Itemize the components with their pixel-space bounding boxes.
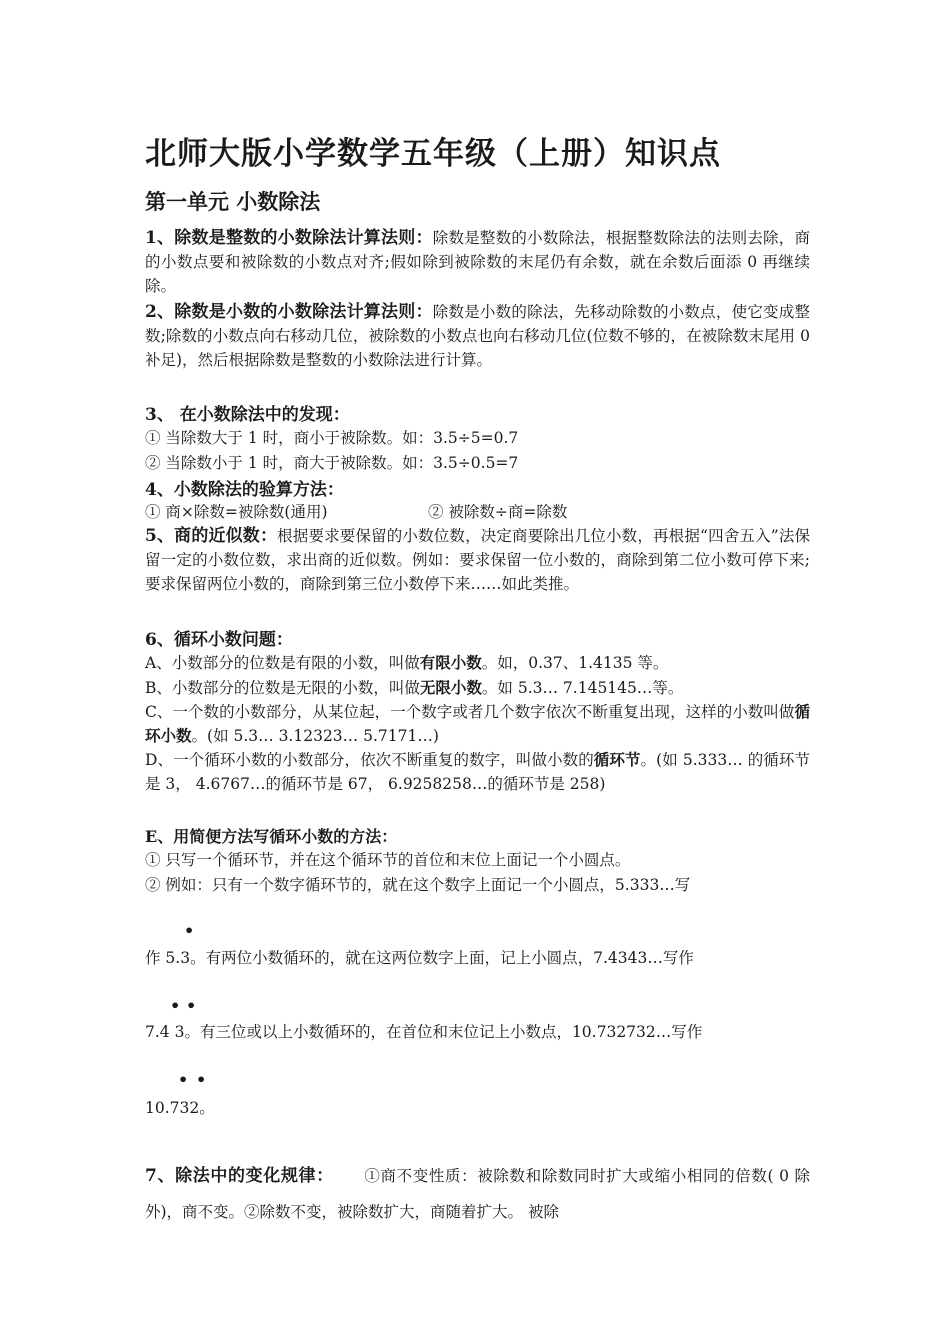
section-6-item-e-1: ① 只写一个循环节，并在这个循环节的首位和末位上面记一个小圆点。 bbox=[145, 851, 631, 869]
section-7-heading: 7、除法中的变化规律： bbox=[145, 1166, 334, 1186]
section-2-body: 除数是小数的除法，先移动除数的小数点，使它变成整数;除数的小数点向右移动几位，被除数的小数点也向右移动几位(位数不够的，在被除数末尾用 0 补足)，然后根据除数是整数的小数除法进行计算。 bbox=[145, 303, 811, 369]
page-title: 北师大版小学数学五年级（上册）知识点 bbox=[145, 136, 721, 172]
item-d-term: 循环节 bbox=[593, 750, 641, 769]
section-6-heading: 6、循环小数问题： bbox=[145, 630, 293, 650]
section-6-item-d bbox=[145, 748, 810, 796]
section-7-body: ①商不变性质：被除数和除数同时扩大或缩小相同的倍数( 0 除外)，商不变。②除数不变，被除数扩大，商随着扩大。 被除 bbox=[145, 1167, 810, 1221]
section-2-heading: 2、除数是小数的小数除法计算法则： bbox=[145, 302, 433, 322]
repeat-dot: • bbox=[178, 1070, 189, 1089]
section-7 bbox=[145, 1158, 810, 1230]
section-5-heading: 5、商的近似数： bbox=[145, 526, 278, 546]
item-a-term: 有限小数 bbox=[419, 653, 482, 672]
section-1-heading: 1、除数是整数的小数除法计算法则： bbox=[145, 228, 433, 248]
item-c-text: C、一个数的小数部分，从某位起，一个数字或者几个数字依次不断重复出现，这样的小数叫做 bbox=[145, 703, 795, 721]
section-6-item-e-2d: 10.732。 bbox=[145, 1099, 215, 1117]
section-3-line-1: ① 当除数大于 1 时，商小于被除数。如：3.5÷5=0.7 bbox=[145, 429, 519, 447]
repeat-dot: • bbox=[186, 996, 197, 1015]
repeat-dot: • bbox=[196, 1070, 207, 1089]
unit-heading: 第一单元 小数除法 bbox=[145, 189, 321, 214]
item-b-term: 无限小数 bbox=[419, 678, 482, 697]
section-1-body: 除数是整数的小数除法，根据整数除法的法则去除，商的小数点要和被除数的小数点对齐;假如除到被除数的末尾仍有余数，就在余数后面添 0 再继续除。 bbox=[145, 229, 811, 295]
item-a-text: A、小数部分的位数是有限的小数，叫做 bbox=[145, 654, 420, 672]
repeat-dot: • bbox=[170, 996, 181, 1015]
section-5-body: 根据要求要保留的小数位数，决定商要除出几位小数，再根据“四舍五入”法保留一定的小数位数，求出商的近似数。例如：要求保留一位小数的，商除到第二位小数可停下来;要求保留两位小数的，商除到第三位小数停下来……如此类推。 bbox=[145, 527, 810, 593]
section-6-item-b bbox=[145, 676, 683, 698]
repeat-dot: • bbox=[184, 921, 195, 940]
item-b-example: 。如 5.3… 7.145145…等。 bbox=[481, 679, 684, 697]
section-2 bbox=[145, 300, 810, 372]
item-d-example: 。(如 5.333… 的循环节是 3， 4.6767…的循环节是 67， 6.9258258…的循环节是 258) bbox=[145, 751, 810, 793]
section-6-item-e-2: ② 例如：只有一个数字循环节的，就在这个数字上面记一个小圆点，5.333…写 bbox=[145, 876, 691, 894]
section-4-heading: 4、小数除法的验算方法： bbox=[145, 480, 344, 500]
section-4-line-1a: ① 商×除数=被除数(通用) bbox=[145, 503, 328, 521]
item-d-text: D、一个循环小数的小数部分，依次不断重复的数字，叫做小数的 bbox=[145, 751, 594, 769]
item-c-example: 。(如 5.3… 3.12323… 5.7171…) bbox=[191, 727, 439, 745]
section-1 bbox=[145, 226, 810, 298]
item-a-example: 。如，0.37、1.4135 等。 bbox=[481, 654, 669, 672]
item-b-text: B、小数部分的位数是无限的小数，叫做 bbox=[145, 679, 420, 697]
section-5 bbox=[145, 524, 810, 596]
section-6-item-c bbox=[145, 700, 810, 748]
section-6-item-a bbox=[145, 651, 668, 673]
section-6-item-e-2c: 7.4 3。有三位或以上小数循环的，在首位和末位记上小数点，10.732732…写作 bbox=[145, 1023, 703, 1041]
item-c-term: 循环小数 bbox=[145, 702, 810, 745]
section-6-item-e-heading: E、用简便方法写循环小数的方法： bbox=[145, 827, 398, 846]
section-3-heading: 3、 在小数除法中的发现： bbox=[145, 405, 350, 425]
section-6-item-e-2b: 作 5.3。有两位小数循环的，就在这两位数字上面，记上小圆点，7.4343…写作 bbox=[145, 949, 694, 967]
section-3-line-2: ② 当除数小于 1 时，商大于被除数。如：3.5÷0.5=7 bbox=[145, 454, 519, 472]
section-4-line-1b: ② 被除数÷商=除数 bbox=[428, 503, 568, 521]
